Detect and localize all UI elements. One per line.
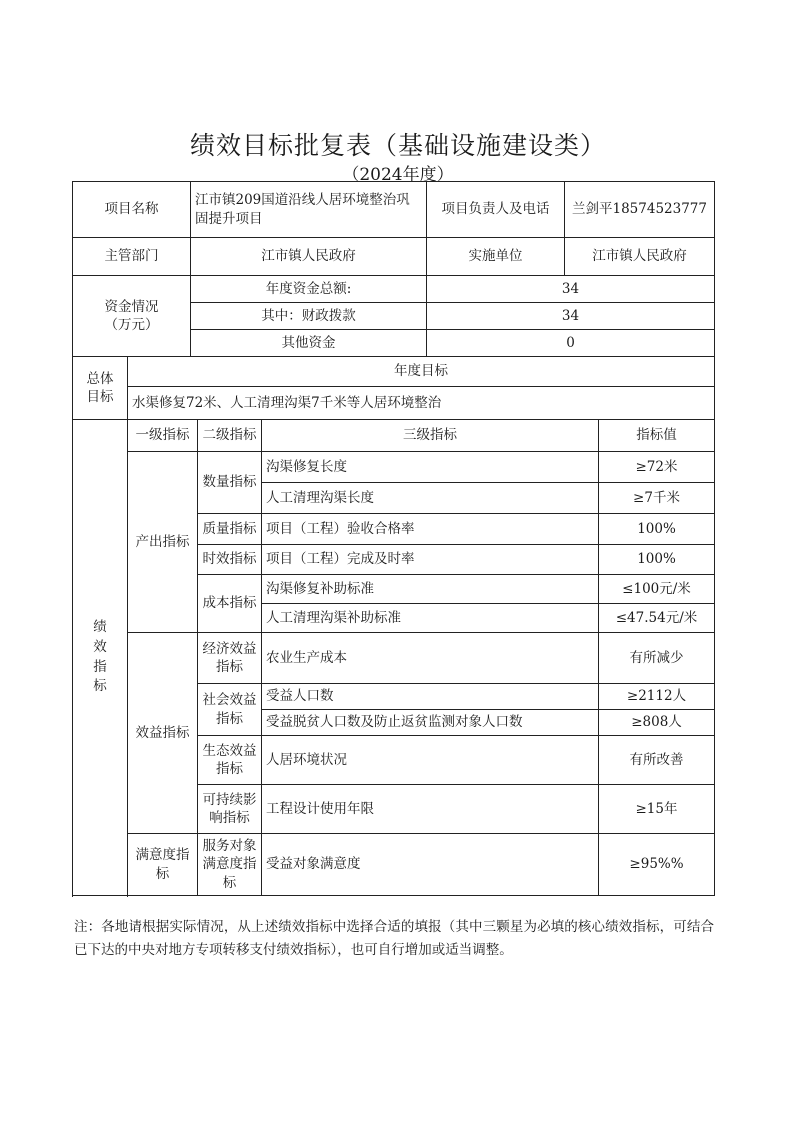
indicator-name: 农业生产成本 (262, 633, 599, 684)
funds-fiscal-value: 34 (427, 303, 715, 330)
indicator-name: 工程设计使用年限 (262, 785, 599, 834)
quality-label: 质量指标 (198, 514, 262, 545)
indicator-value: ≤100元/米 (599, 575, 715, 604)
indicator-value: ≥2112人 (599, 684, 715, 710)
funds-total-label: 年度资金总额: (191, 276, 427, 303)
indicator-value: ≥72米 (599, 452, 715, 483)
header-value: 指标值 (599, 420, 715, 452)
ecological-label: 生态效益指标 (198, 736, 262, 785)
indicator-name: 沟渠修复长度 (262, 452, 599, 483)
indicator-value: 有所减少 (599, 633, 715, 684)
funds-total-value: 34 (427, 276, 715, 303)
satisfaction-sub-label: 服务对象满意度指标 (198, 834, 262, 896)
header-l2: 二级指标 (198, 420, 262, 452)
indicator-value: ≥95%% (599, 834, 715, 896)
project-info-table (72, 181, 715, 357)
goal-label: 总体目标 (73, 357, 128, 420)
cost-label: 成本指标 (198, 575, 262, 633)
indicator-name: 人工清理沟渠补助标准 (262, 604, 599, 633)
indicator-name: 人居环境状况 (262, 736, 599, 785)
page-title: 绩效目标批复表（基础设施建设类） (189, 131, 606, 160)
indicator-value: ≥7千米 (599, 483, 715, 514)
overall-goal-table (72, 356, 715, 420)
funds-label: 资金情况（万元） (73, 276, 191, 357)
page-subtitle: （2024年度） (342, 165, 454, 185)
indicator-value: 100% (599, 514, 715, 545)
indicator-value: ≥808人 (599, 710, 715, 736)
perf-label: 绩效指标 (73, 420, 128, 896)
social-label: 社会效益指标 (198, 684, 262, 736)
indicator-value: ≥15年 (599, 785, 715, 834)
indicator-name: 受益脱贫人口数及防止返贫监测对象人口数 (262, 710, 599, 736)
sustainable-label: 可持续影响指标 (198, 785, 262, 834)
project-name-value: 江市镇209国道沿线人居环境整治巩固提升项目 (191, 182, 427, 238)
funds-other-label: 其他资金 (191, 330, 427, 357)
indicator-name: 受益人口数 (262, 684, 599, 710)
project-name-label: 项目名称 (73, 182, 191, 238)
owner-label: 项目负责人及电话 (427, 182, 565, 238)
impl-label: 实施单位 (427, 238, 565, 276)
indicator-name: 项目（工程）验收合格率 (262, 514, 599, 545)
owner-value: 兰剑平18574523777 (565, 182, 715, 238)
dept-value: 江市镇人民政府 (191, 238, 427, 276)
indicator-value: 100% (599, 545, 715, 575)
header-l3: 三级指标 (262, 420, 599, 452)
goal-header: 年度目标 (128, 357, 715, 387)
quantity-label: 数量指标 (198, 452, 262, 514)
indicator-name: 受益对象满意度 (262, 834, 599, 896)
funds-fiscal-label: 其中：财政拨款 (191, 303, 427, 330)
indicator-name: 项目（工程）完成及时率 (262, 545, 599, 575)
performance-table (72, 419, 715, 896)
indicator-value: ≤47.54元/米 (599, 604, 715, 633)
goal-text: 水渠修复72米、人工清理沟渠7千米等人居环境整治 (128, 387, 715, 420)
dept-label: 主管部门 (73, 238, 191, 276)
economic-label: 经济效益指标 (198, 633, 262, 684)
benefit-label: 效益指标 (128, 633, 198, 834)
footnote: 注：各地请根据实际情况，从上述绩效指标中选择合适的填报（其中三颗星为必填的核心绩效指标，可结合已下达的中央对地方专项转移支付绩效指标），也可自行增加或适当调整。 (74, 919, 714, 958)
indicator-value: 有所改善 (599, 736, 715, 785)
funds-other-value: 0 (427, 330, 715, 357)
timeliness-label: 时效指标 (198, 545, 262, 575)
header-l1: 一级指标 (128, 420, 198, 452)
impl-value: 江市镇人民政府 (565, 238, 715, 276)
satisfaction-label: 满意度指标 (128, 834, 198, 896)
output-label: 产出指标 (128, 452, 198, 633)
indicator-name: 沟渠修复补助标准 (262, 575, 599, 604)
indicator-name: 人工清理沟渠长度 (262, 483, 599, 514)
